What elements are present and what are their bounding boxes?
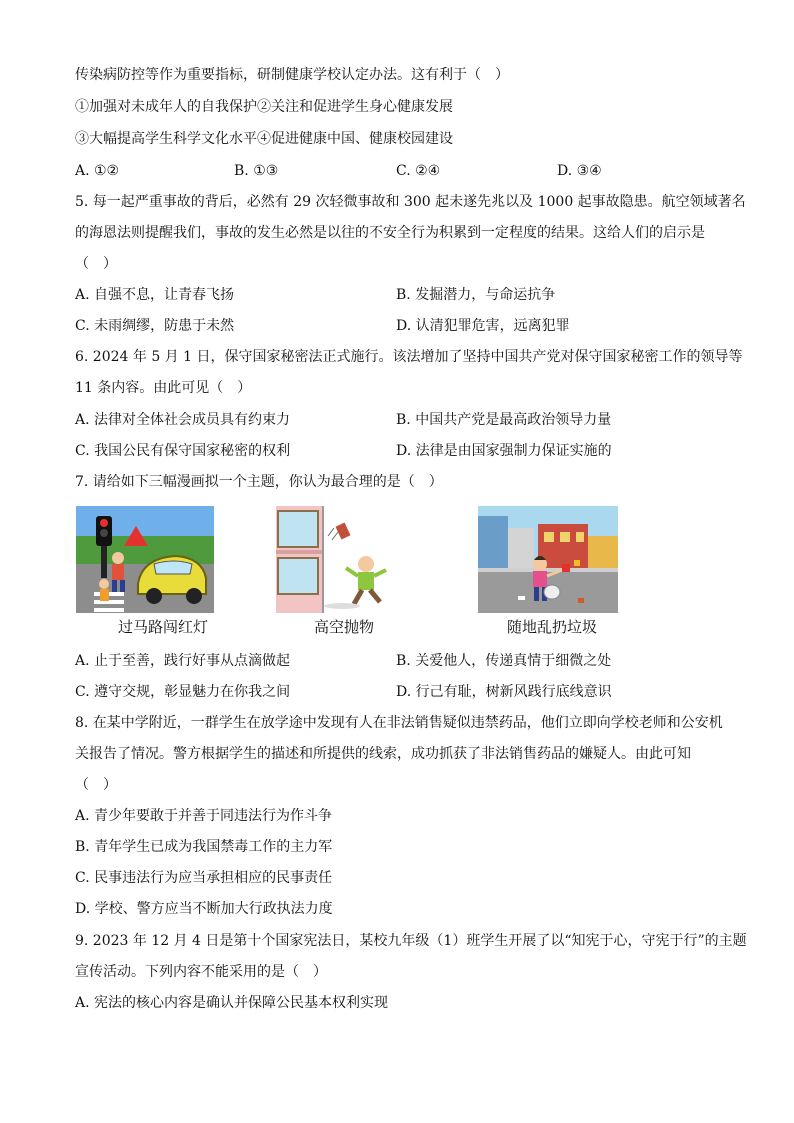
q4-option-b[interactable]: B. ①③ — [234, 163, 279, 179]
q7-option-b[interactable]: B. 关爱他人，传递真情于细微之处 — [396, 653, 612, 669]
q4-option-c[interactable]: C. ②④ — [396, 163, 441, 179]
q5-option-c[interactable]: C. 未雨绸缪，防患于未然 — [75, 318, 235, 334]
q5-stem-line1: 5. 每一起严重事故的背后，必然有 29 次轻微事故和 300 起未遂先兆以及 1000 起事故隐患。航空领域著名 — [75, 194, 746, 210]
cartoon-caption-1: 过马路闯红灯 — [118, 618, 209, 636]
q9-stem-line1: 9. 2023 年 12 月 4 日是第十个国家宪法日，某校九年级（1）班学生开展了以“知宪于心，守宪于行”的主题 — [75, 933, 747, 949]
q5-option-a[interactable]: A. 自强不息，让青春飞扬 — [75, 287, 235, 303]
q5-stem-line2: 的海恩法则提醒我们，事故的发生必然是以往的不安全行为积累到一定程度的结果。这给人们的启示是 — [75, 225, 705, 241]
q8-option-d[interactable]: D. 学校、警方应当不断加大行政执法力度 — [75, 901, 333, 917]
q6-option-c[interactable]: C. 我国公民有保守国家秘密的权利 — [75, 443, 291, 459]
q9-option-a[interactable]: A. 宪法的核心内容是确认并保障公民基本权利实现 — [75, 995, 389, 1011]
cartoon-high-altitude-throwing — [276, 506, 410, 613]
q6-stem-line2: 11 条内容。由此可见（ ） — [75, 380, 252, 396]
q5-answer-paren: （ ） — [75, 256, 117, 272]
q4-items-line1: ①加强对未成年人的自我保护②关注和促进学生身心健康发展 — [75, 99, 453, 115]
q7-stem: 7. 请给如下三幅漫画拟一个主题，你认为最合理的是（ ） — [75, 474, 443, 490]
q6-stem-line1: 6. 2024 年 5 月 1 日，保守国家秘密法正式施行。该法增加了坚持中国共产党对保守国家秘密工作的领导等 — [75, 349, 743, 365]
cartoon-caption-2: 高空抛物 — [314, 618, 375, 636]
cartoon-littering — [478, 506, 618, 613]
q7-option-d[interactable]: D. 行己有耻，树新风践行底线意识 — [396, 684, 612, 700]
q6-option-a[interactable]: A. 法律对全体社会成员具有约束力 — [75, 412, 291, 428]
q4-option-a[interactable]: A. ①② — [75, 163, 120, 179]
q9-stem-line2: 宣传活动。下列内容不能采用的是（ ） — [75, 964, 327, 980]
q8-option-a[interactable]: A. 青少年要敢于并善于同违法行为作斗争 — [75, 808, 333, 824]
q8-stem-line1: 8. 在某中学附近，一群学生在放学途中发现有人在非法销售疑似违禁药品，他们立即向学校老师和公安机 — [75, 715, 723, 731]
q7-option-a[interactable]: A. 止于至善，践行好事从点滴做起 — [75, 653, 291, 669]
q5-option-b[interactable]: B. 发掘潜力，与命运抗争 — [396, 287, 556, 303]
q4-stem: 传染病防控等作为重要指标，研制健康学校认定办法。这有利于（ ） — [75, 67, 509, 83]
q6-option-d[interactable]: D. 法律是由国家强制力保证实施的 — [396, 443, 612, 459]
q4-items-line2: ③大幅提高学生科学文化水平④促进健康中国、健康校园建设 — [75, 131, 453, 147]
q6-option-b[interactable]: B. 中国共产党是最高政治领导力量 — [396, 412, 612, 428]
q8-stem-line2: 关报告了情况。警方根据学生的描述和所提供的线索，成功抓获了非法销售药品的嫌疑人。由此可知 — [75, 746, 691, 762]
q8-option-b[interactable]: B. 青年学生已成为我国禁毒工作的主力军 — [75, 839, 333, 855]
q5-option-d[interactable]: D. 认清犯罪危害，远离犯罪 — [396, 318, 570, 334]
cartoon-caption-3: 随地乱扔垃圾 — [507, 618, 598, 636]
q8-option-c[interactable]: C. 民事违法行为应当承担相应的民事责任 — [75, 870, 333, 886]
q4-option-d[interactable]: D. ③④ — [557, 163, 602, 179]
q8-answer-paren: （ ） — [75, 777, 117, 793]
cartoon-red-light — [76, 506, 214, 613]
q7-option-c[interactable]: C. 遵守交规，彰显魅力在你我之间 — [75, 684, 291, 700]
